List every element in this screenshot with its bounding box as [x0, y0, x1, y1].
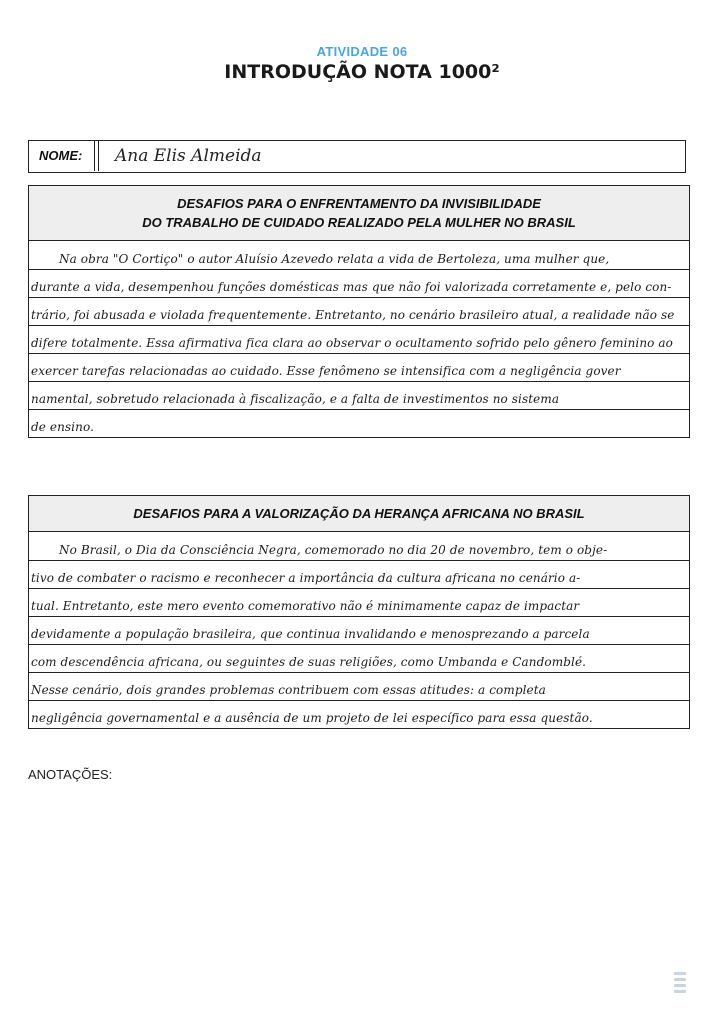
handwritten-text: negligência governamental e a ausência de um projeto de lei específico para essa questão. [31, 711, 593, 725]
writing-line [29, 616, 689, 644]
notes-label: ANOTAÇÕES: [28, 767, 113, 782]
writing-line [29, 644, 689, 672]
handwritten-text: Nesse cenário, dois grandes problemas contribuem com essas atitudes: a completa [31, 683, 546, 697]
writing-line [29, 560, 689, 588]
page-title: INTRODUÇÃO NOTA 1000² [224, 61, 500, 83]
handwritten-text: Na obra "O Cortiço" o autor Aluísio Azevedo relata a vida de Bertoleza, uma mulher que, [59, 252, 610, 266]
section-title-line: DESAFIOS PARA A VALORIZAÇÃO DA HERANÇA AFRICANA NO BRASIL [133, 506, 585, 521]
handwritten-text: trário, foi abusada e violada frequentemente. Entretanto, no cenário brasileiro atual, a realidade não se [31, 308, 675, 322]
writing-lines [29, 532, 689, 728]
handwritten-text: difere totalmente. Essa afirmativa fica clara ao observar o ocultamento sofrido pelo gênero feminino ao [31, 336, 673, 350]
writing-line [29, 588, 689, 616]
name-field-value: Ana Elis Almeida [115, 146, 262, 166]
handwritten-text: No Brasil, o Dia da Consciência Negra, comemorado no dia 20 de novembro, tem o obje- [59, 543, 608, 557]
writing-line [29, 241, 689, 269]
handwritten-text: tivo de combater o racismo e reconhecer a importância da cultura africana no cenário a- [31, 571, 581, 585]
name-field-row [28, 140, 686, 173]
page-header [0, 44, 724, 83]
handwritten-text: com descendência africana, ou seguintes de suas religiões, como Umbanda e Candomblé. [31, 655, 587, 669]
section-title-line: DO TRABALHO DE CUIDADO REALIZADO PELA MULHER NO BRASIL [142, 215, 576, 230]
writing-line [29, 381, 689, 409]
writing-line [29, 700, 689, 728]
handwritten-text: durante a vida, desempenhou funções domésticas mas que não foi valorizada corretamente e, pelo con- [31, 280, 672, 294]
handwritten-text: tual. Entretanto, este mero evento comemorativo não é minimamente capaz de impactar [31, 599, 580, 613]
page-mark-icon [674, 972, 686, 1002]
section-heranca-africana [28, 495, 690, 729]
writing-line [29, 672, 689, 700]
writing-line [29, 532, 689, 560]
writing-line [29, 353, 689, 381]
writing-line [29, 409, 689, 437]
activity-label: ATIVIDADE 06 [316, 44, 408, 59]
section-title [29, 186, 689, 241]
writing-line [29, 297, 689, 325]
handwritten-text: namental, sobretudo relacionada à fiscalização, e a falta de investimentos no sistema [31, 392, 560, 406]
writing-line [29, 325, 689, 353]
handwritten-text: exercer tarefas relacionadas ao cuidado. Esse fenômeno se intensifica com a negligência gover [31, 364, 621, 378]
handwritten-text: de ensino. [31, 420, 94, 434]
section-title-line: DESAFIOS PARA O ENFRENTAMENTO DA INVISIBILIDADE [177, 196, 541, 211]
section-title [29, 496, 689, 532]
writing-lines [29, 241, 689, 437]
handwritten-text: devidamente a população brasileira, que continua invalidando e menosprezando a parcela [31, 627, 590, 641]
name-field-label: NOME: [29, 141, 99, 171]
section-invisibilidade [28, 185, 690, 438]
writing-line [29, 269, 689, 297]
